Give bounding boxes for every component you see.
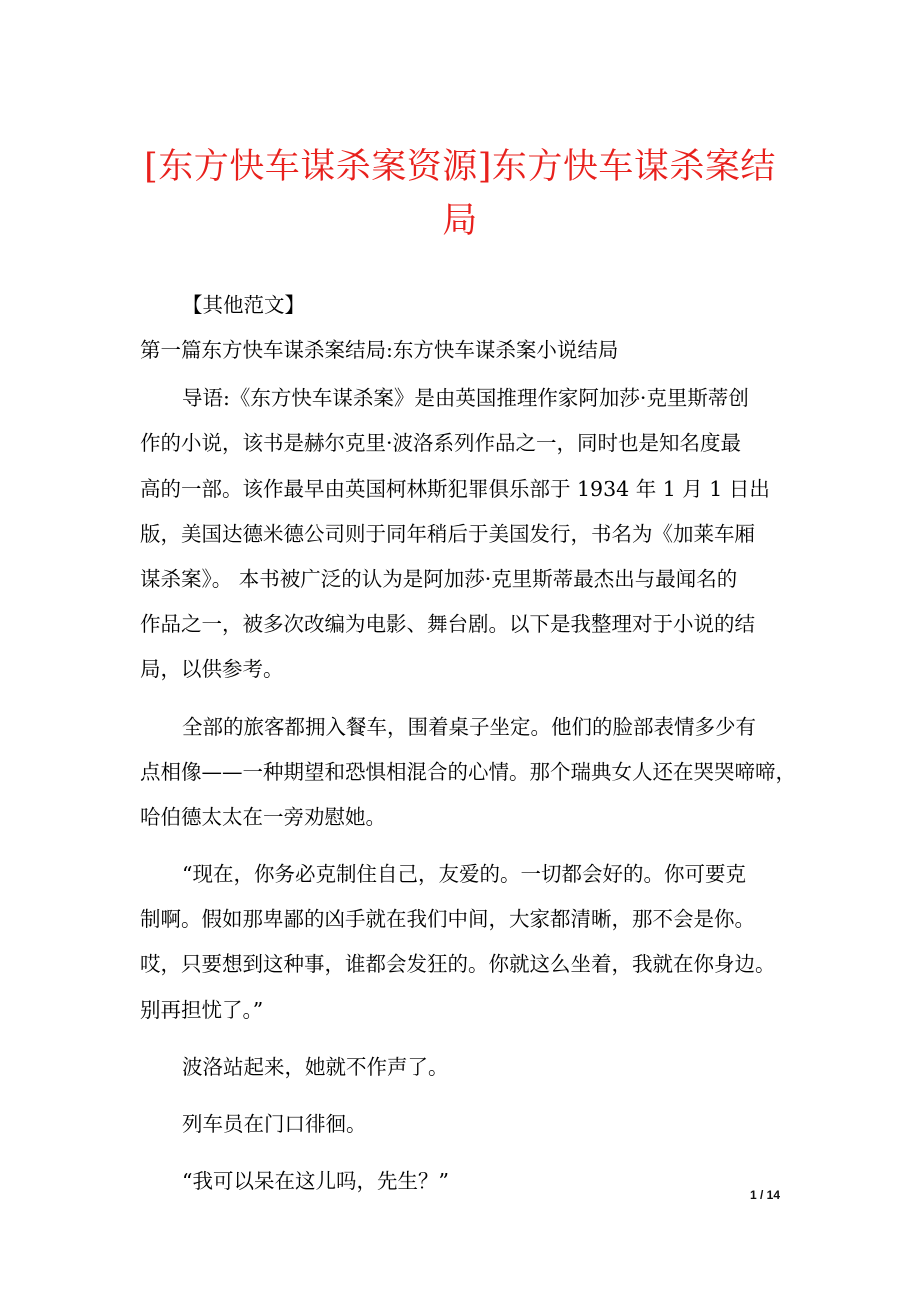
title-line-2: 局	[442, 201, 478, 241]
paragraph-line: 作的小说，该书是赫尔克里·波洛系列作品之一，同时也是知名度最	[140, 431, 742, 456]
paragraph-line: 别再担忧了。”	[140, 997, 264, 1022]
paragraph-question	[140, 1159, 790, 1204]
paragraph-dining-car	[140, 705, 796, 841]
category-label: 【其他范文】	[182, 293, 305, 317]
paragraph-line: 导语:《东方快车谋杀案》是由英国推理作家阿加莎·克里斯蒂创	[182, 386, 749, 411]
paragraph-line: “我可以呆在这儿吗，先生？”	[182, 1169, 449, 1194]
paragraph-line: 局，以供参考。	[140, 657, 284, 682]
paragraph-intro	[140, 376, 790, 692]
page-number	[750, 1188, 780, 1202]
title-line-1: [东方快车谋杀案资源]东方快车谋杀案结	[144, 147, 776, 187]
paragraph-line: 波洛站起来，她就不作声了。	[182, 1054, 449, 1079]
paragraph-line: 哎，只要想到这种事，谁都会发狂的。你就这么坐着，我就在你身边。	[140, 952, 776, 977]
paragraph-line: 作品之一，被多次改编为电影、舞台剧。以下是我整理对于小说的结	[140, 612, 755, 637]
paragraph-line: 制啊。假如那卑鄙的凶手就在我们中间，大家都清晰，那不会是你。	[140, 907, 755, 932]
section-heading: 第一篇东方快车谋杀案结局:东方快车谋杀案小说结局	[140, 338, 619, 363]
current-page: 1	[749, 1188, 757, 1202]
paragraph-quote	[140, 852, 790, 1033]
document-body	[140, 283, 796, 1204]
paragraph-line: 点相像——一种期望和恐惧相混合的心情。那个瑞典女人还在哭哭啼啼，	[140, 759, 796, 784]
paragraph-line: 全部的旅客都拥入餐车，围着桌子坐定。他们的脸部表情多少有	[182, 714, 756, 739]
paragraph-poirot	[140, 1045, 790, 1090]
paragraph-line: 高的一部。该作最早由英国柯林斯犯罪俱乐部于 1934 年 1 月 1 日出	[140, 476, 770, 501]
document-title	[120, 140, 800, 248]
page-separator: /	[756, 1188, 767, 1202]
paragraph-line: 哈伯德太太在一旁劝慰她。	[140, 804, 386, 829]
paragraph-conductor	[140, 1102, 790, 1147]
paragraph-line: 谋杀案》。 本书被广泛的认为是阿加莎·克里斯蒂最杰出与最闻名的	[140, 566, 738, 591]
total-pages: 14	[766, 1188, 780, 1202]
paragraph-line: “现在，你务必克制住自己，友爱的。一切都会好的。你可要克	[182, 862, 746, 887]
paragraph-line: 列车员在门口徘徊。	[182, 1112, 367, 1136]
paragraph-line: 版，美国达德米德公司则于同年稍后于美国发行，书名为《加莱车厢	[140, 521, 755, 546]
